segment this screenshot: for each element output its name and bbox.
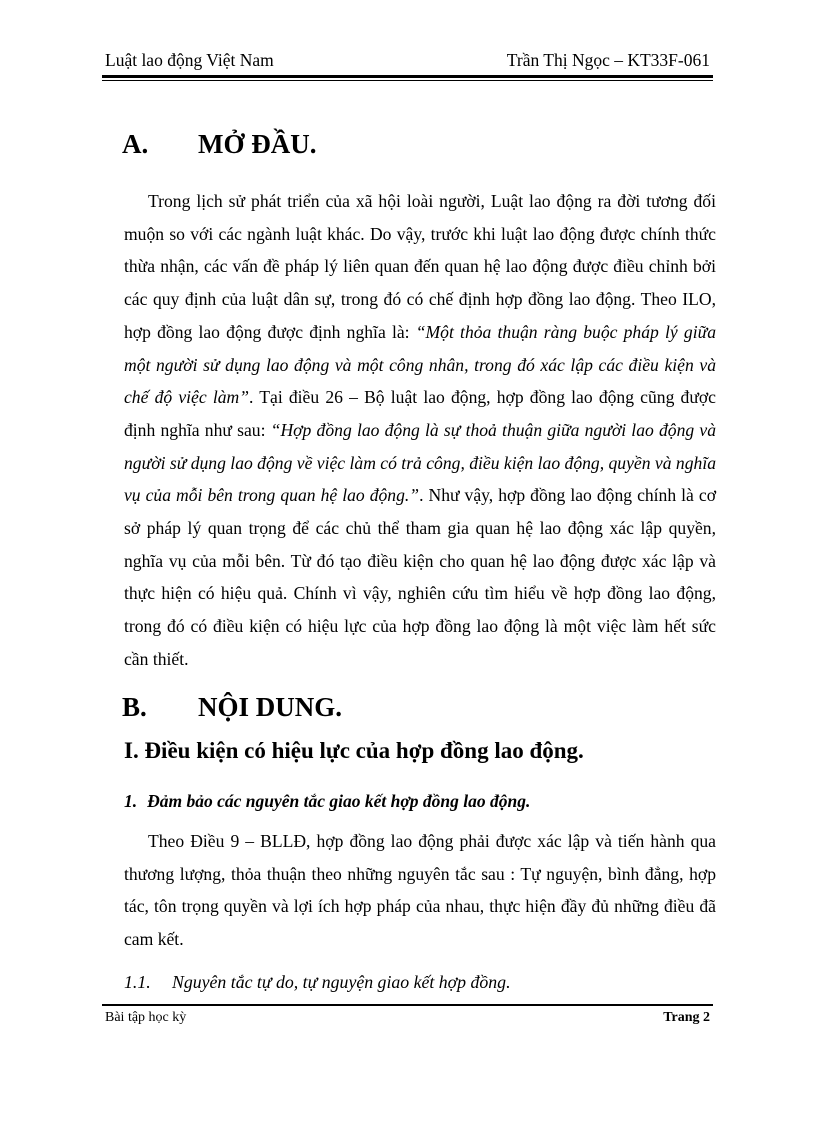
section-i-title: I. Điều kiện có hiệu lực của hợp đồng lao động. xyxy=(124,738,584,763)
page-footer xyxy=(102,1004,713,1030)
footer-rule xyxy=(102,1004,713,1006)
subsection-1-number: 1. xyxy=(124,791,138,811)
page-number: Trang 2 xyxy=(663,1010,710,1025)
subsection-1-1-number: 1.1. xyxy=(124,972,151,992)
subsection-1-1-heading xyxy=(124,972,511,993)
ilo-definition-quote: “Một thỏa thuận ràng buộc pháp lý giữa một người sử dụng lao động và một công nhân, trong đó xác lập các điều kiện và chế độ việc làm” xyxy=(124,321,716,408)
subsection-1-heading xyxy=(124,791,530,812)
intro-paragraph xyxy=(124,185,716,676)
intro-text-1: Trong lịch sử phát triển của xã hội loài người, Luật lao động ra đời tương đối muộn so với các ngành luật khác. Do vậy, trước khi luật lao động được chính thức thừa nhận, các vấn đề pháp lý liên quan đến quan hệ lao động được điều chỉnh bởi các quy định của luật dân sự, trong đó có chế định hợp đồng lao động. Theo ILO, hợp đồng lao động được định nghĩa là: xyxy=(124,191,716,342)
subsection-1-title: Đảm bảo các nguyên tắc giao kết hợp đồng lao động. xyxy=(147,791,531,811)
article-26-quote: “Hợp đồng lao động là sự thoả thuận giữa người lao động và người sử dụng lao động về việc làm có trả công, điều kiện lao động, quyền và nghĩa vụ của mỗi bên trong quan hệ lao động.” xyxy=(124,419,716,506)
section-b-label: B. xyxy=(122,692,147,722)
footer-left-label: Bài tập học kỳ xyxy=(105,1010,187,1025)
header-author: Trần Thị Ngọc – KT33F-061 xyxy=(506,50,710,70)
intro-text-3: . Như vậy, hợp đồng lao động chính là cơ sở pháp lý quan trọng để các chủ thể tham gia quan hệ lao động xác lập quyền, nghĩa vụ của mỗi bên. Từ đó tạo điều kiện cho quan hệ lao động được xác lập và thực hiện có hiệu quả. Chính vì vậy, nghiên cứu tìm hiểu về hợp đồng lao động, trong đó có điều kiện có hiệu lực của hợp đồng lao động là một việc làm hết sức cần thiết. xyxy=(124,485,716,669)
page-header xyxy=(102,46,713,76)
article-9-paragraph: Theo Điều 9 – BLLĐ, hợp đồng lao động phải được xác lập và tiến hành qua thương lượng, thỏa thuận theo những nguyên tắc sau : Tự nguyện, bình đẳng, hợp tác, tôn trọng quyền và lợi ích hợp pháp của nhau, thực hiện đầy đủ những điều đã cam kết. xyxy=(124,831,716,950)
subsection-1-1-title: Nguyên tắc tự do, tự nguyện giao kết hợp đồng. xyxy=(172,972,511,992)
header-left-title: Luật lao động Việt Nam xyxy=(105,50,274,70)
header-rule-thin xyxy=(102,80,713,81)
section-a-title: MỞ ĐẦU. xyxy=(198,129,317,159)
section-b-title: NỘI DUNG. xyxy=(198,692,343,722)
intro-text-2: . Tại điều 26 – Bộ luật lao động, hợp đồng lao động cũng được định nghĩa như sau: xyxy=(124,387,716,440)
header-rule-thick xyxy=(102,75,713,78)
section-a-label: A. xyxy=(122,129,149,159)
